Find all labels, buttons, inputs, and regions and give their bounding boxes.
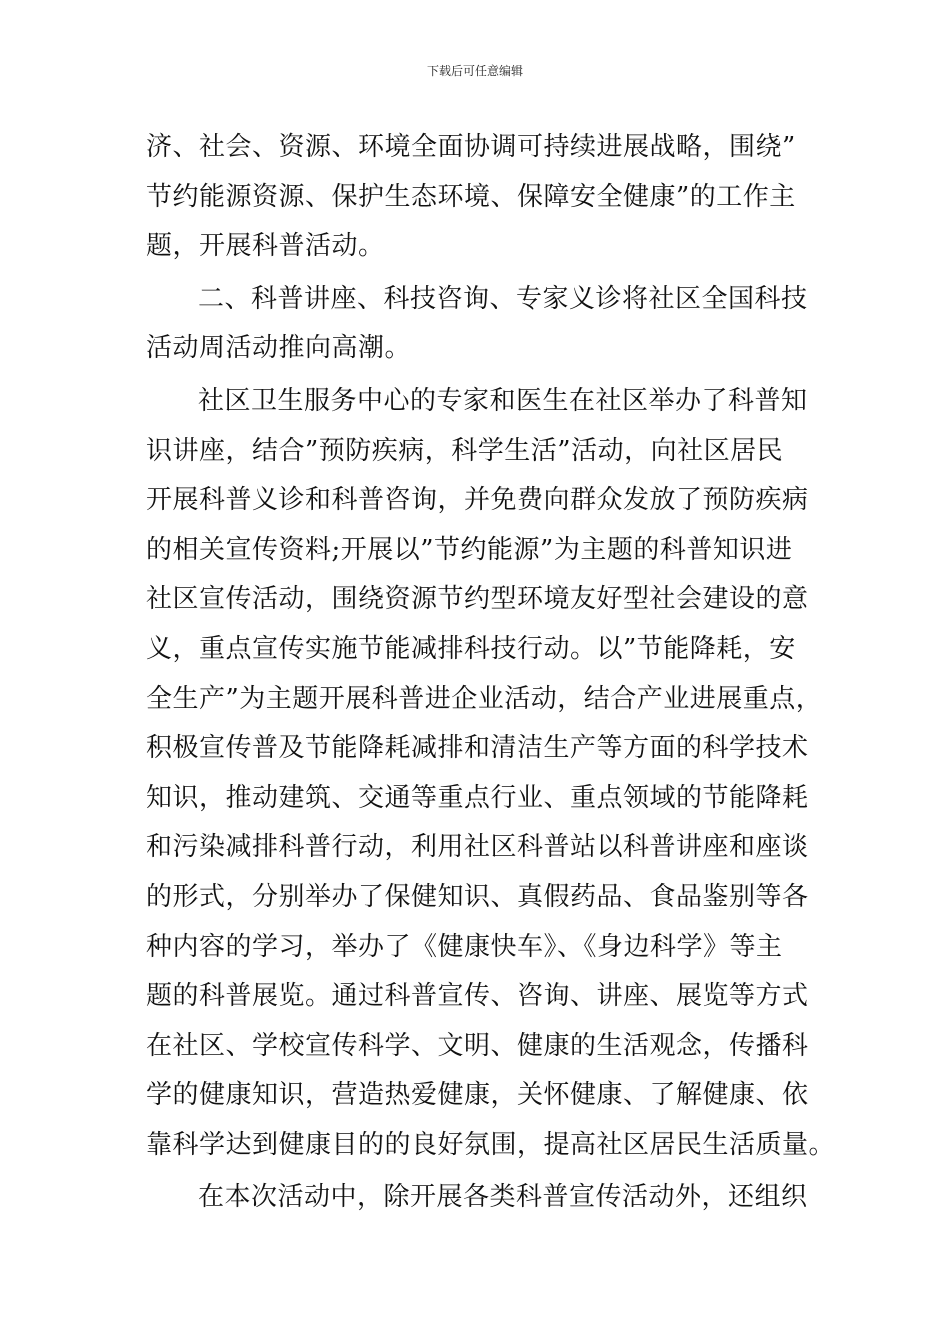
text-line: 靠科学达到健康目的的良好氛围，提高社区居民生活质量。 xyxy=(146,1129,836,1160)
text-line: 义，重点宣传实施节能减排科技行动。以”节能降耗，安 xyxy=(146,633,796,664)
text-line: 的相关宣传资料;开展以”节约能源”为主题的科普知识进 xyxy=(146,534,793,565)
paragraph-4 xyxy=(146,1173,836,1223)
text-line: 二、科普讲座、科技咨询、专家义诊将社区全国科技 xyxy=(198,283,808,314)
text-line: 和污染减排科普行动，利用社区科普站以科普讲座和座谈 xyxy=(146,832,809,863)
text-line: 题的科普展览。通过科普宣传、咨询、讲座、展览等方式 xyxy=(146,981,809,1012)
text-line: 节约能源资源、保护生态环境、保障安全健康”的工作主 xyxy=(146,181,796,212)
text-line: 活动周活动推向高潮。 xyxy=(146,333,412,364)
text-line: 全生产”为主题开展科普进企业活动，结合产业进展重点， xyxy=(146,683,823,714)
text-line: 济、社会、资源、环境全面协调可持续进展战略，围绕” xyxy=(146,132,796,162)
document-body xyxy=(146,123,836,1223)
text-line: 识讲座，结合”预防疾病，科学生活”活动，向社区居民 xyxy=(146,435,784,466)
paragraph-3 xyxy=(146,377,836,1171)
text-line: 社区卫生服务中心的专家和医生在社区举办了科普知 xyxy=(198,385,808,416)
text-line: 学的健康知识，营造热爱健康，关怀健康、了解健康、依 xyxy=(146,1080,809,1111)
text-line: 在本次活动中，除开展各类科普宣传活动外，还组织 xyxy=(198,1182,808,1213)
text-line: 的形式，分别举办了保健知识、真假药品、食品鉴别等各 xyxy=(146,881,809,912)
text-line: 积极宣传普及节能降耗减排和清洁生产等方面的科学技术 xyxy=(146,733,809,764)
text-line: 在社区、学校宣传科学、文明、健康的生活观念，传播科 xyxy=(146,1030,809,1061)
text-line: 种内容的学习，举办了《健康快车》、《身边科学》等主 xyxy=(146,931,783,962)
text-line: 知识，推动建筑、交通等重点行业、重点领域的节能降耗 xyxy=(146,782,809,813)
page-header: 下载后可任意编辑 xyxy=(426,64,523,78)
paragraph-1 xyxy=(146,123,836,272)
paragraph-2 xyxy=(146,275,836,374)
text-line: 社区宣传活动，围绕资源节约型环境友好型社会建设的意 xyxy=(146,584,809,615)
text-line: 题，开展科普活动。 xyxy=(146,231,385,262)
text-line: 开展科普义诊和科普咨询，并免费向群众发放了预防疾病 xyxy=(146,485,809,516)
